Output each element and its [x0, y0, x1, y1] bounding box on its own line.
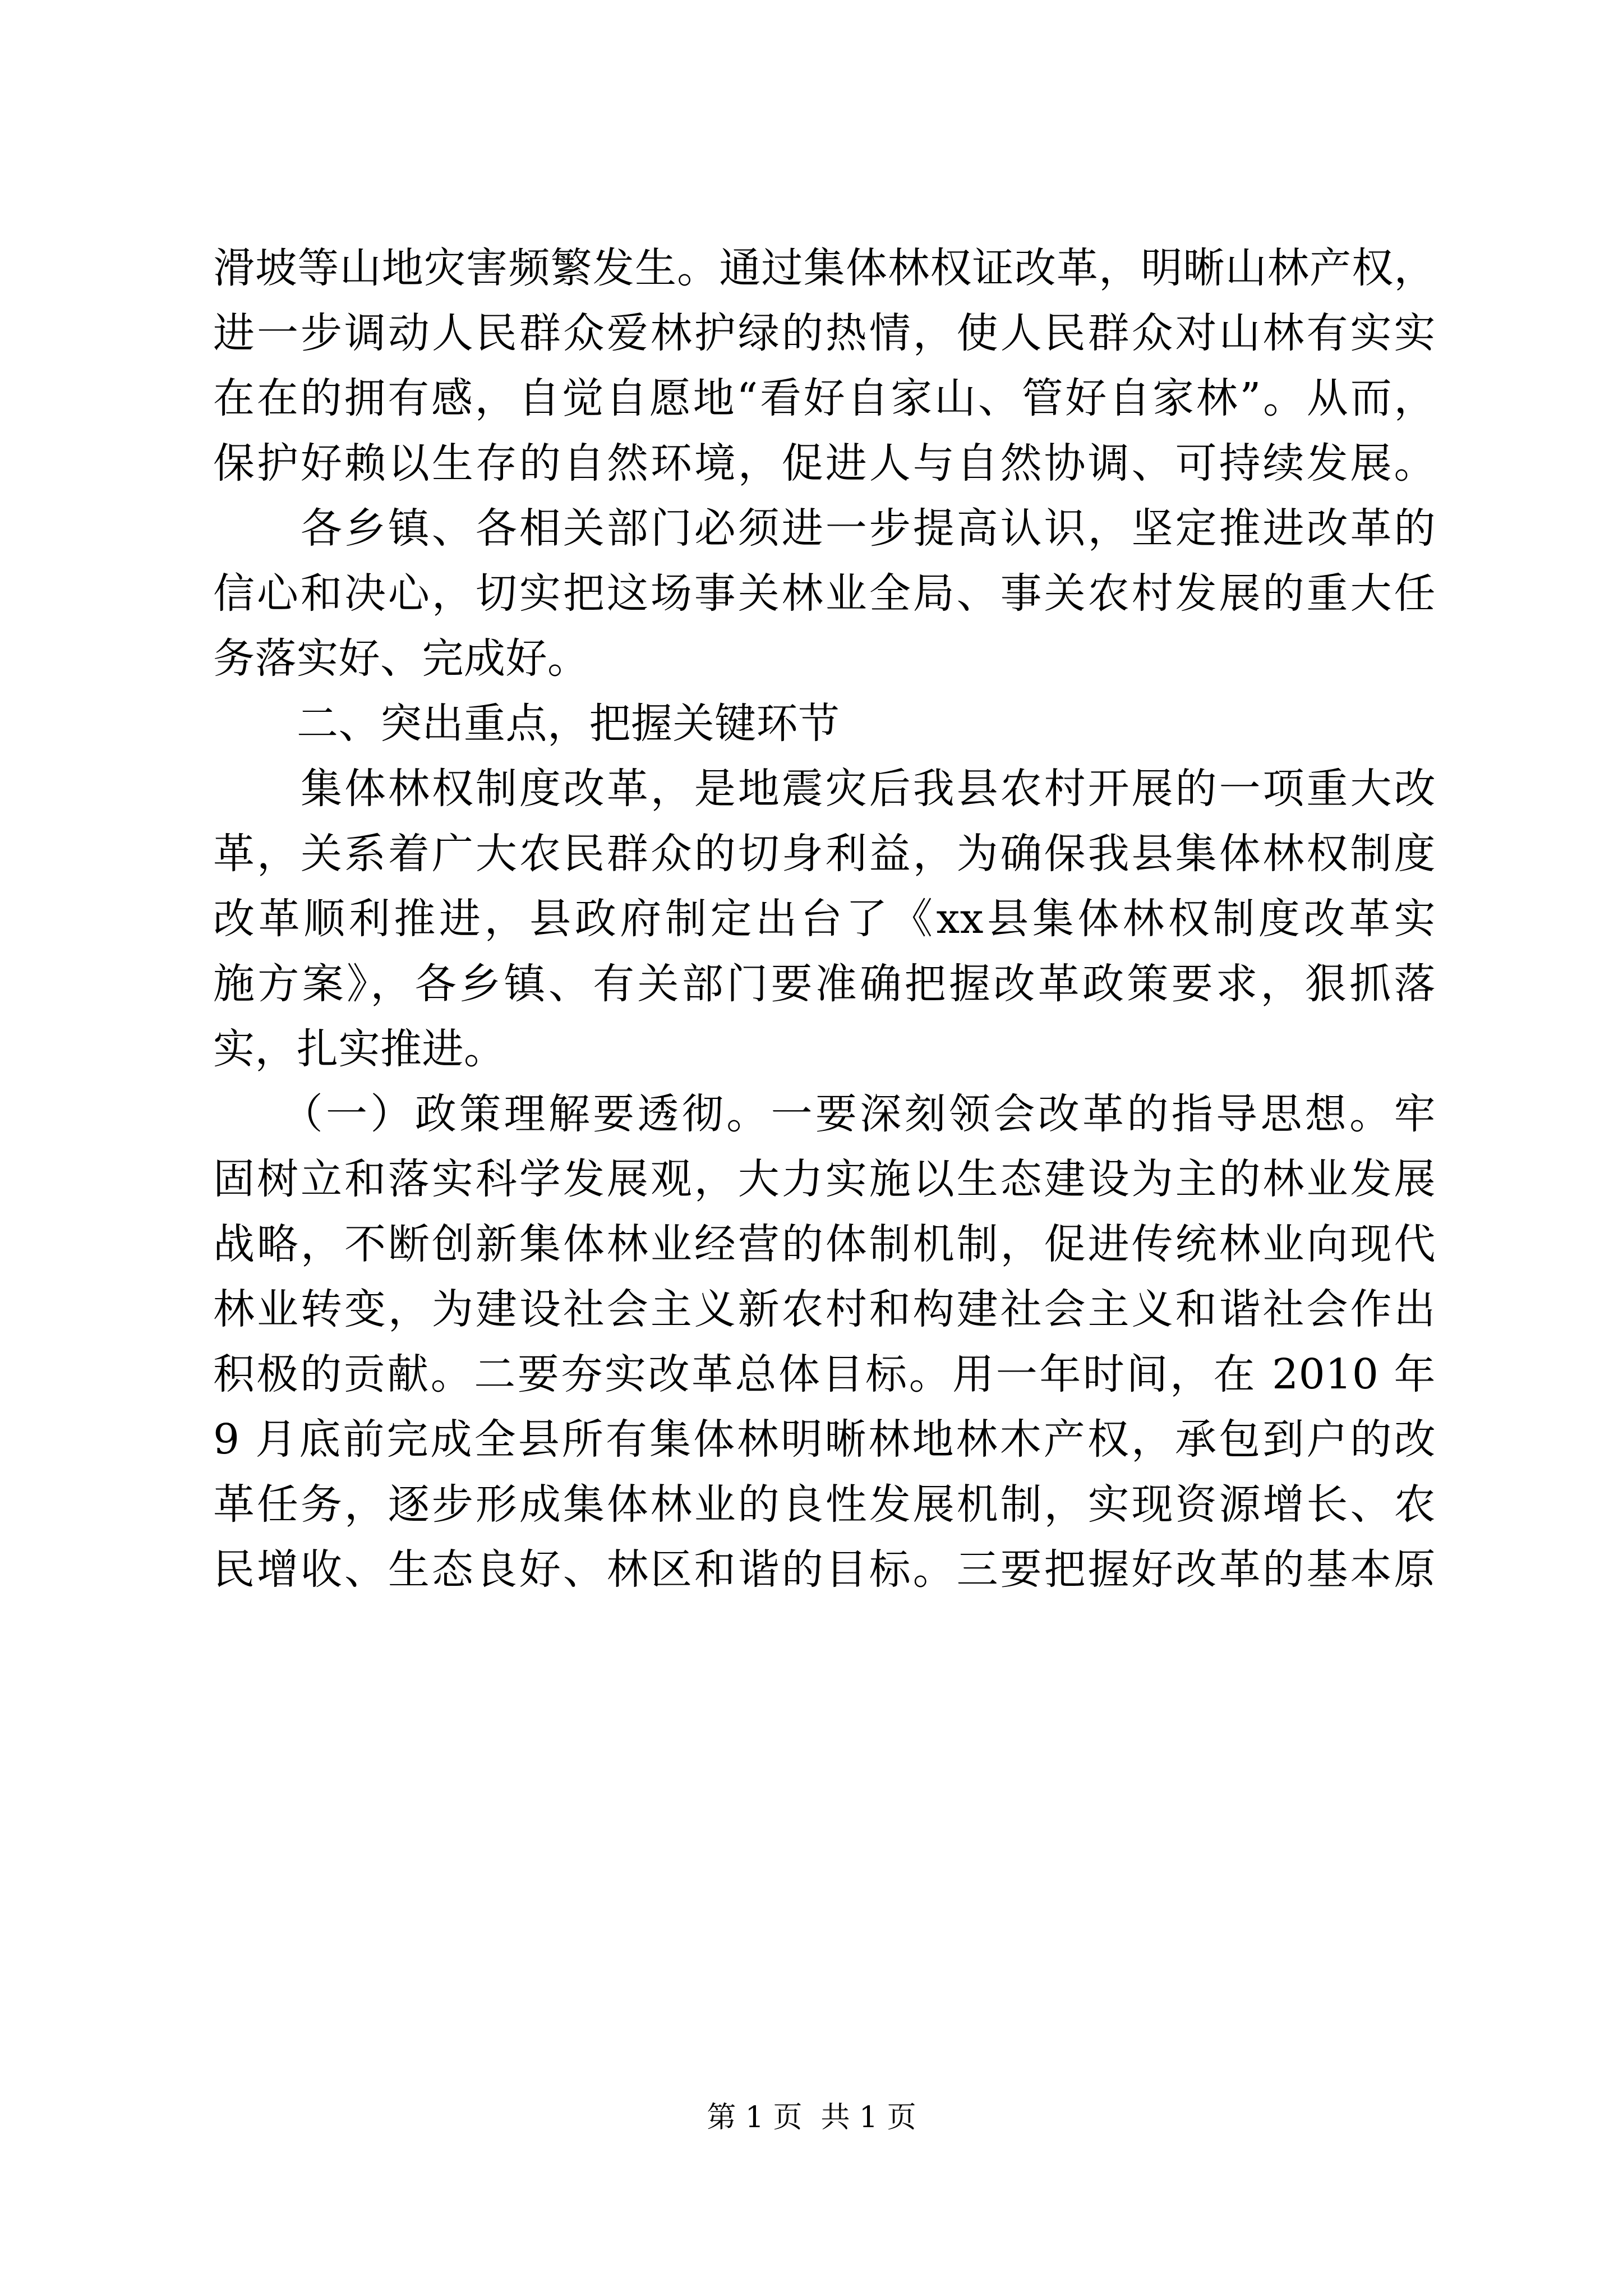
text-line: 各乡镇、各相关部门必须进一步提高认识，坚定推进改革的: [213, 504, 1436, 553]
section-heading: 二、突出重点，把握关键环节: [213, 700, 840, 748]
text-line: 施方案》，各乡镇、有关部门要准确把握改革政策要求，狠抓落: [213, 960, 1436, 1008]
text-line: 改革顺利推进，县政府制定出台了《xx县集体林权制度改革实: [213, 895, 1436, 943]
text-line: 信心和决心，切实把这场事关林业全局、事关农村发展的重大任: [213, 569, 1436, 618]
text-line: 革任务，逐步形成集体林业的良性发展机制，实现资源增长、农: [213, 1480, 1436, 1529]
text-line: 革，关系着广大农民群众的切身利益，为确保我县集体林权制度: [213, 830, 1436, 878]
text-line: 实，扎实推进。: [213, 1025, 506, 1073]
text-line: 9 月底前完成全县所有集体林明晰林地林木产权，承包到户的改: [213, 1415, 1436, 1464]
text-line: 民增收、生态良好、林区和谐的目标。三要把握好改革的基本原: [213, 1545, 1436, 1594]
text-line: 固树立和落实科学发展观，大力实施以生态建设为主的林业发展: [213, 1155, 1436, 1203]
page-number-label: 第 1 页 共 1 页: [707, 2101, 916, 2134]
body-text: [213, 236, 1436, 1602]
text-line: 在在的拥有感，自觉自愿地“看好自家山、管好自家林”。从而，: [213, 374, 1436, 422]
text-line: 林业转变，为建设社会主义新农村和构建社会主义和谐社会作出: [213, 1285, 1436, 1333]
text-line: 务落实好、完成好。: [213, 634, 589, 683]
text-line: 保护好赖以生存的自然环境，促进人与自然协调、可持续发展。: [213, 439, 1436, 487]
text-line: 积极的贡献。二要夯实改革总体目标。用一年时间，在 2010 年: [213, 1350, 1436, 1398]
text-line: 战略，不断创新集体林业经营的体制机制，促进传统林业向现代: [213, 1220, 1436, 1268]
text-line: （一）政策理解要透彻。一要深刻领会改革的指导思想。牢: [213, 1090, 1436, 1138]
text-line: 进一步调动人民群众爱林护绿的热情，使人民群众对山林有实实: [213, 309, 1436, 357]
page-footer: [0, 2098, 1623, 2137]
text-line: 集体林权制度改革，是地震灾后我县农村开展的一项重大改: [213, 765, 1436, 813]
text-line: 滑坡等山地灾害频繁发生。通过集体林权证改革，明晰山林产权，: [213, 244, 1436, 292]
